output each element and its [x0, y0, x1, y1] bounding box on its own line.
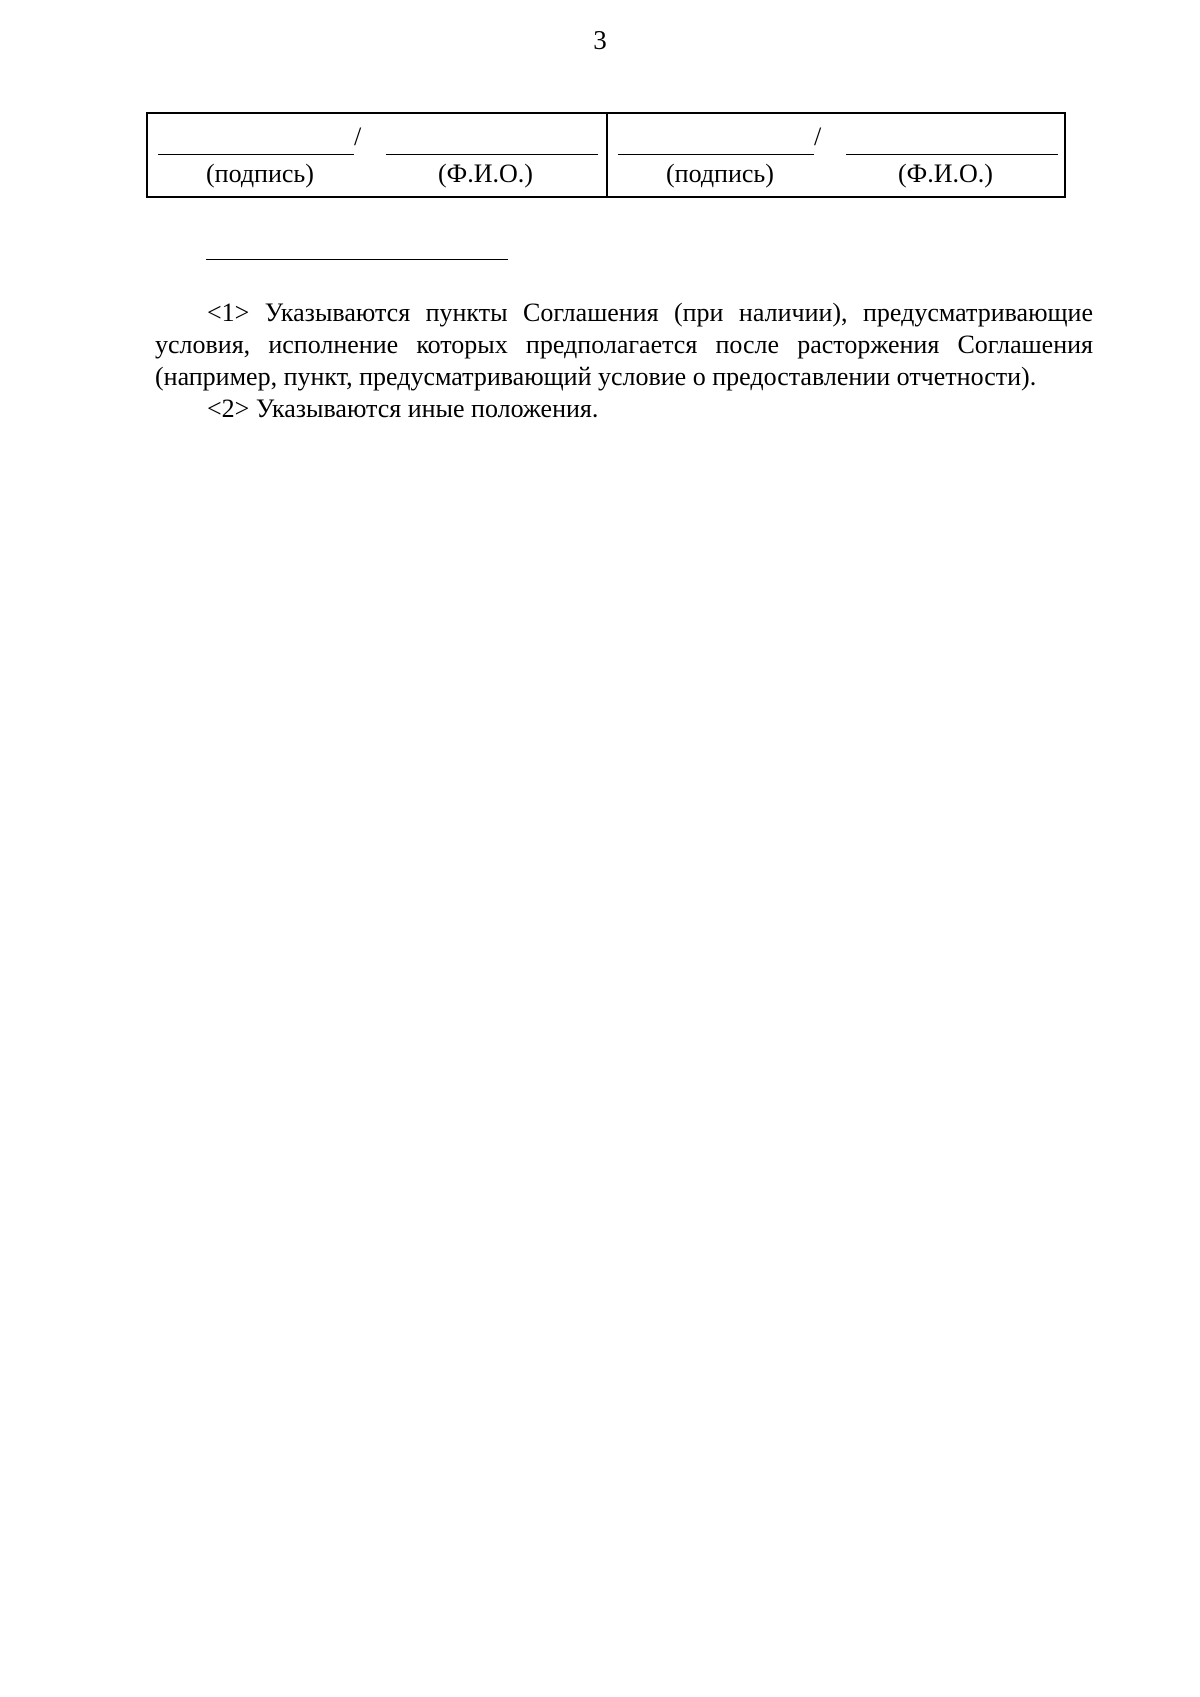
footnote-separator	[206, 259, 508, 260]
footnote-1: <1> Указываются пункты Соглашения (при наличии), предусматривающие условия, исполнение которых предполагается после расторжения Соглашения (например, пункт, предусматривающий условие о предоставлении отчетности).	[155, 298, 1093, 391]
signature-caption: (подпись)	[666, 159, 774, 188]
footnote-2: <2> Указываются иные положения.	[207, 394, 599, 423]
footnotes	[155, 297, 1093, 425]
signature-cell-left	[148, 114, 606, 196]
name-line	[846, 154, 1058, 155]
signature-cell-right	[606, 114, 1064, 196]
slash-separator: /	[814, 122, 822, 151]
signature-line	[618, 154, 814, 155]
page-number: 3	[593, 25, 607, 55]
signature-line	[158, 154, 354, 155]
signature-caption: (подпись)	[206, 159, 314, 188]
signature-table	[146, 112, 1066, 198]
name-caption: (Ф.И.О.)	[898, 159, 993, 188]
name-line	[386, 154, 598, 155]
name-caption: (Ф.И.О.)	[438, 159, 533, 188]
slash-separator: /	[354, 122, 362, 151]
